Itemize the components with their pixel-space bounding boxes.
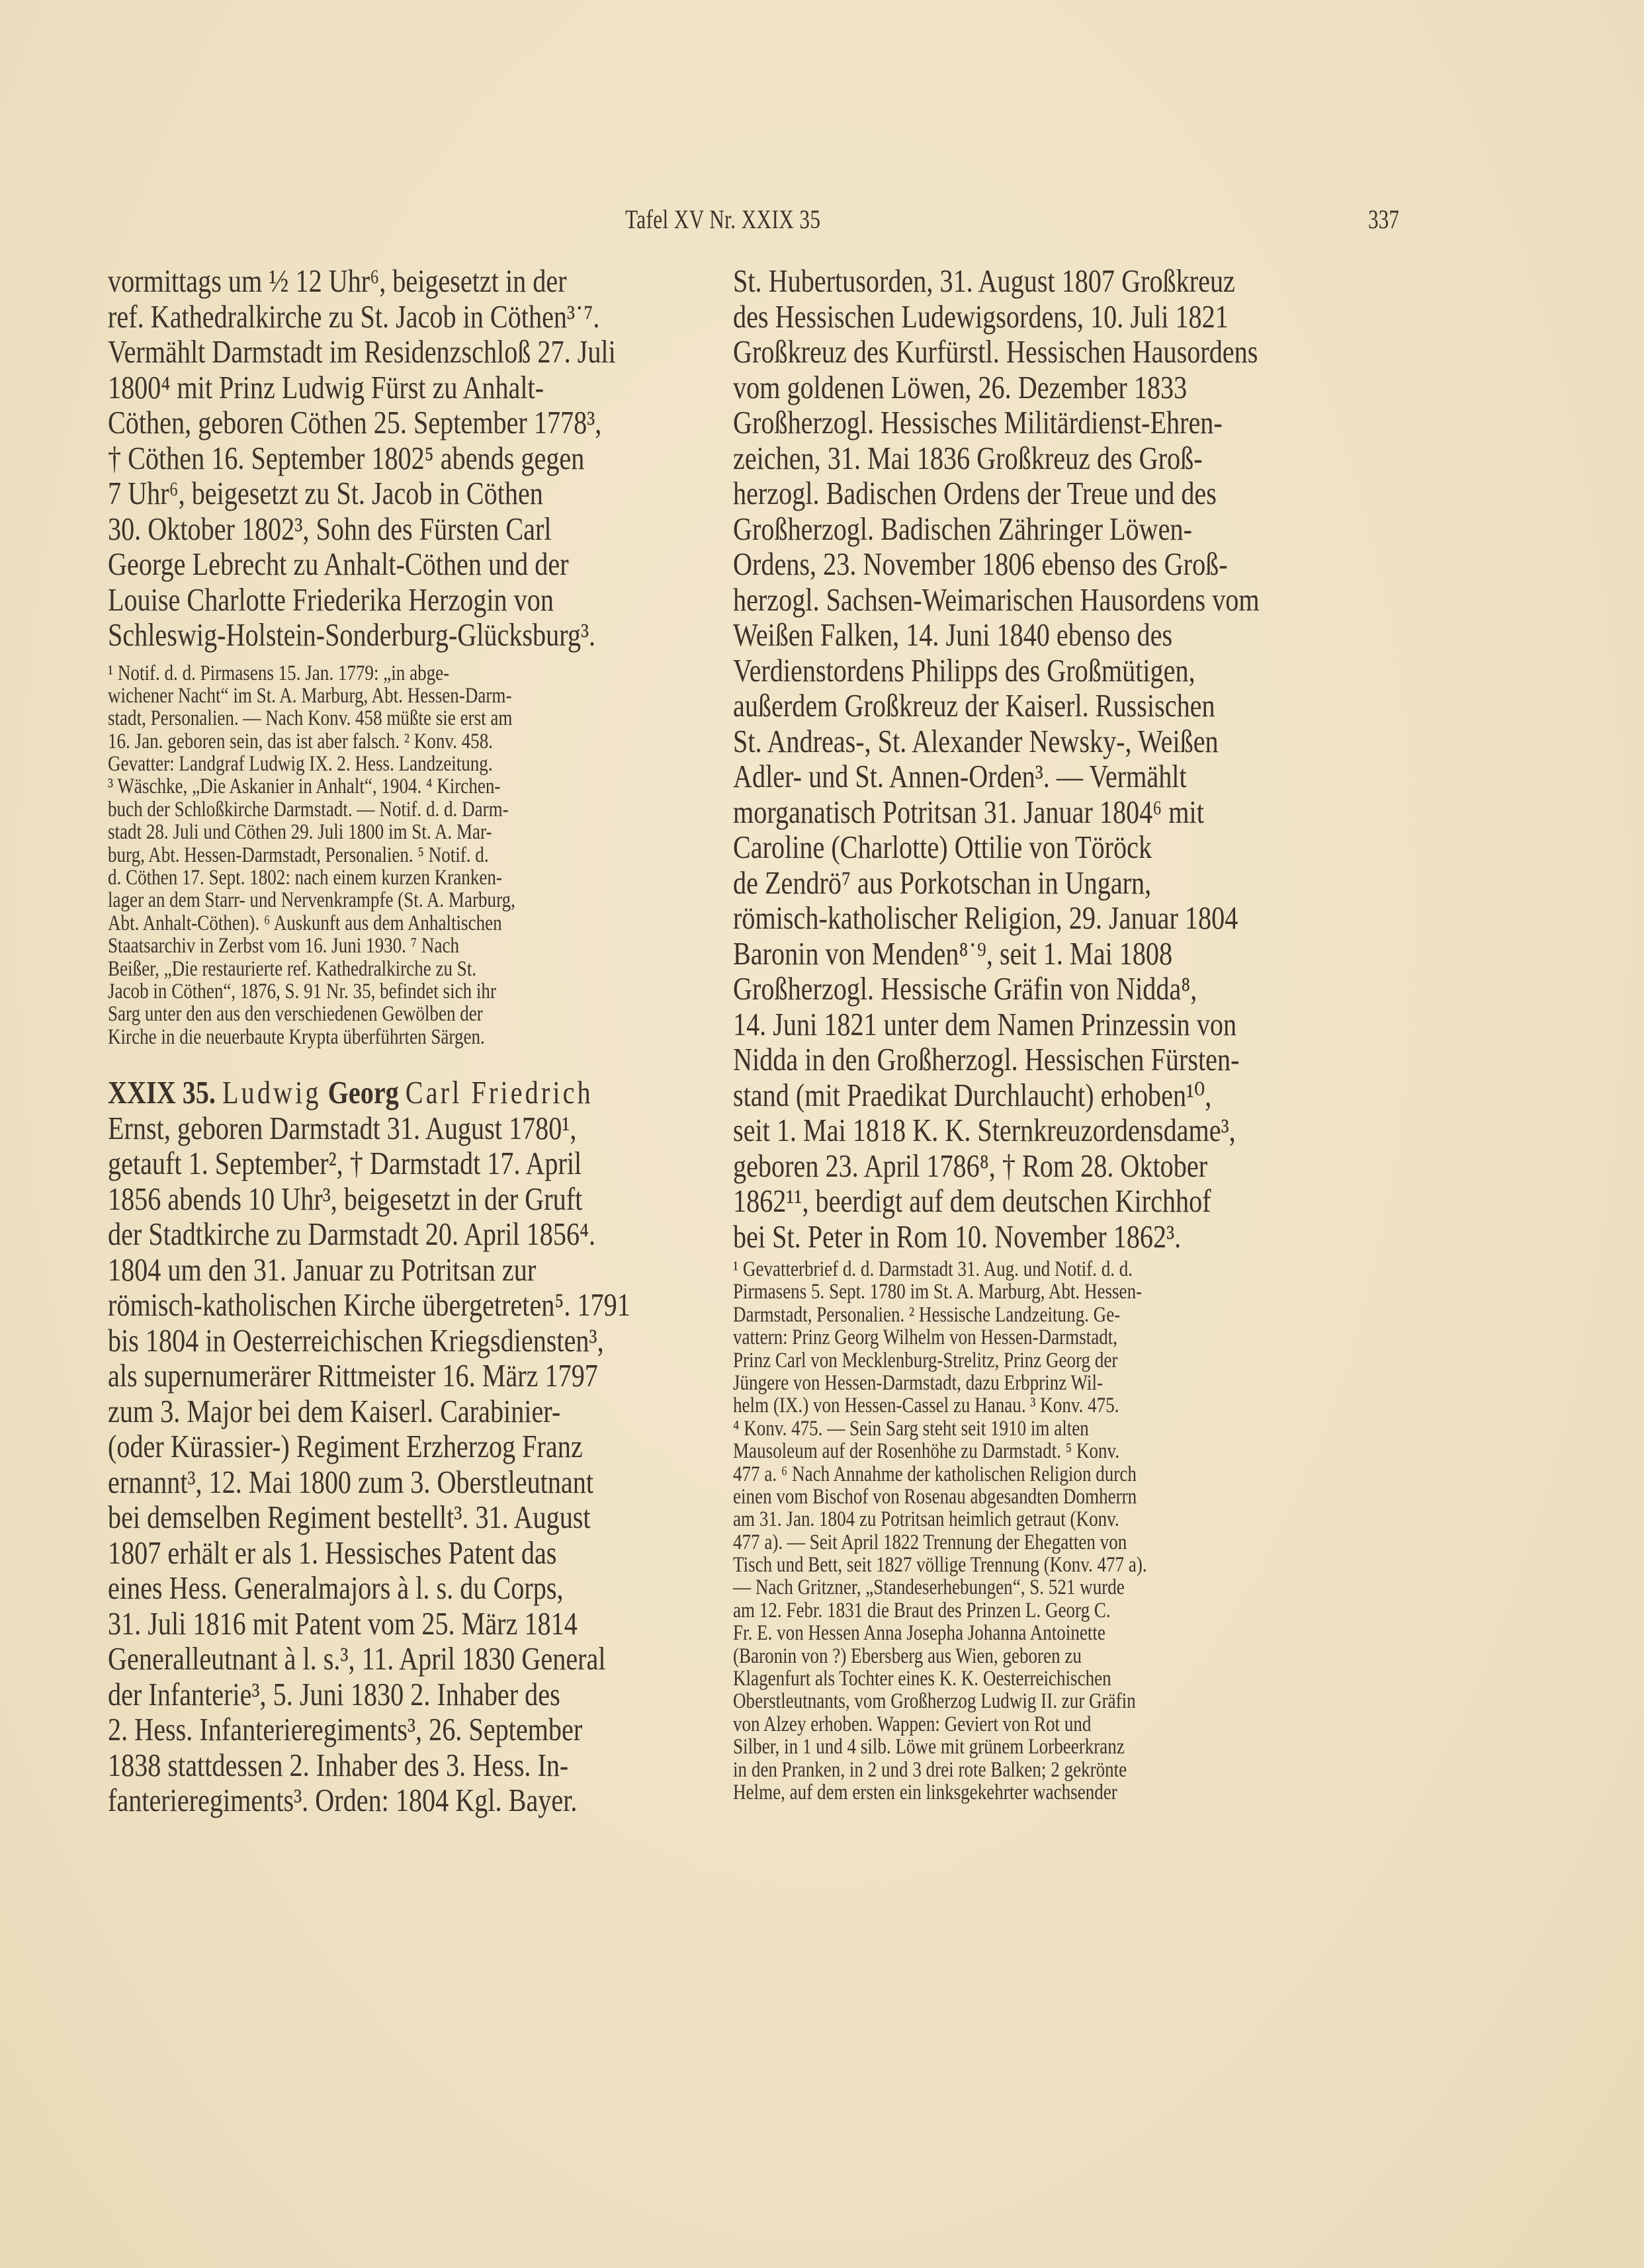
- entry-body-line: 1807 erhält er als 1. Hessisches Patent das: [108, 1534, 557, 1571]
- body-line: 7 Uhr⁶, beigesetzt zu St. Jacob in Cöthen: [108, 475, 543, 511]
- right-column: [733, 263, 1409, 1804]
- entry-body-line: bis 1804 in Oesterreichischen Kriegsdiensten³,: [108, 1322, 604, 1359]
- entry-body-line: der Infanterie³, 5. Juni 1830 2. Inhaber des: [108, 1675, 560, 1712]
- body-line: St. Andreas-, St. Alexander Newsky-, Weißen: [733, 722, 1219, 759]
- footnote-line: von Alzey erhoben. Wappen: Geviert von Rot und: [733, 1712, 1092, 1736]
- body-line: Schleswig-Holstein-Sonderburg-Glücksburg³.: [108, 616, 596, 653]
- entry-body-line: (oder Kürassier-) Regiment Erzherzog Franz: [108, 1428, 583, 1465]
- body-line: Caroline (Charlotte) Ottilie von Töröck: [733, 829, 1152, 865]
- footnote-line: Kirche in die neuerbaute Krypta überführten Särgen.: [108, 1025, 485, 1049]
- body-line: Großherzogl. Hessische Gräfin von Nidda⁸,: [733, 970, 1197, 1007]
- body-line: 1800⁴ mit Prinz Ludwig Fürst zu Anhalt-: [108, 368, 544, 405]
- body-line: Großkreuz des Kurfürstl. Hessischen Hausordens: [733, 333, 1258, 370]
- footnote-line: am 12. Febr. 1831 die Braut des Prinzen L. Georg C.: [733, 1598, 1111, 1622]
- left-column: [108, 263, 738, 1818]
- footnote-line: vattern: Prinz Georg Wilhelm von Hessen-Darmstadt,: [733, 1325, 1118, 1350]
- entry-body-line: 1838 stattdessen 2. Inhaber des 3. Hess. In-: [108, 1746, 569, 1783]
- footnote-line: helm (IX.) von Hessen-Cassel zu Hanau. ³ Konv. 475.: [733, 1394, 1119, 1418]
- entry-body-line: als supernumerärer Rittmeister 16. März 1797: [108, 1357, 598, 1394]
- footnote-line: ¹ Gevatterbrief d. d. Darmstadt 31. Aug. und Notif. d. d.: [733, 1257, 1133, 1281]
- body-line: Großherzogl. Hessisches Militärdienst-Ehren-: [733, 404, 1223, 441]
- footnote-line: Tisch und Bett, seit 1827 völlige Trennung (Konv. 477 a).: [733, 1553, 1147, 1577]
- body-line: Adler- und St. Annen-Orden³. — Vermählt: [733, 758, 1187, 794]
- body-line: Cöthen, geboren Cöthen 25. September 1778³,: [108, 404, 602, 441]
- footnote-line: Gevatter: Landgraf Ludwig IX. 2. Hess. Landzeitung.: [108, 752, 493, 777]
- entry-body-line: 1804 um den 31. Januar zu Potritsan zur: [108, 1251, 537, 1288]
- entry-body-line: bei demselben Regiment bestellt³. 31. August: [108, 1499, 591, 1536]
- footnote-line: ¹ Notif. d. d. Pirmasens 15. Jan. 1779: „in abge-: [108, 661, 450, 685]
- footnote-line: Mausoleum auf der Rosenhöhe zu Darmstadt. ⁵ Konv.: [733, 1439, 1120, 1464]
- entry-body-line: der Stadtkirche zu Darmstadt 20. April 1856⁴.: [108, 1216, 596, 1253]
- running-title: Tafel XV Nr. XXIX 35: [625, 204, 821, 234]
- entry-body-line: Ernst, geboren Darmstadt 31. August 1780¹,: [108, 1109, 577, 1146]
- footnote-line: Helme, auf dem ersten ein linksgekehrter wachsender: [733, 1780, 1117, 1804]
- body-line: 14. Juni 1821 unter dem Namen Prinzessin von: [733, 1005, 1237, 1042]
- footnote-line: 477 a. ⁶ Nach Annahme der katholischen Religion durch: [733, 1462, 1137, 1486]
- entry-body-line: eines Hess. Generalmajors à l. s. du Corps,: [108, 1570, 564, 1607]
- footnote-line: Prinz Carl von Mecklenburg-Strelitz, Prinz Georg der: [733, 1348, 1118, 1372]
- body-line: bei St. Peter in Rom 10. November 1862³.: [733, 1218, 1182, 1255]
- body-line: George Lebrecht zu Anhalt-Cöthen und der: [108, 546, 569, 582]
- footnote-line: 16. Jan. geboren sein, das ist aber falsch. ² Konv. 458.: [108, 729, 494, 753]
- entry-body: [108, 1111, 738, 1818]
- entry-body-line: römisch-katholischen Kirche übergetreten⁵. 1791: [108, 1286, 630, 1323]
- footnote-line: ³ Wäschke, „Die Askanier in Anhalt“, 1904. ⁴ Kirchen-: [108, 775, 501, 799]
- right-body: [733, 263, 1409, 1254]
- running-header: [0, 204, 1644, 243]
- entry-name-first: Ludwig: [222, 1074, 322, 1111]
- entry-body-line: 2. Hess. Infanterieregiments³, 26. September: [108, 1711, 583, 1748]
- footnote-line: einen vom Bischof von Rosenau abgesandten Domherrn: [733, 1484, 1137, 1509]
- footnote-line: Pirmasens 5. Sept. 1780 im St. A. Marburg, Abt. Hessen-: [733, 1280, 1143, 1304]
- body-line: Ordens, 23. November 1806 ebenso des Groß-: [733, 546, 1228, 582]
- body-line: Baronin von Menden⁸˙⁹, seit 1. Mai 1808: [733, 935, 1173, 972]
- body-line: Weißen Falken, 14. Juni 1840 ebenso des: [733, 616, 1173, 653]
- footnote-line: lager an dem Starr- und Nervenkrampfe (St. A. Marburg,: [108, 888, 515, 913]
- entry-body-line: Generalleutnant à l. s.³, 11. April 1830 General: [108, 1640, 606, 1677]
- body-line: Louise Charlotte Friederika Herzogin von: [108, 581, 554, 618]
- entry-name-bold: Georg: [327, 1074, 399, 1111]
- entry-heading-line: [108, 1075, 738, 1111]
- footnote-line: Beißer, „Die restaurierte ref. Kathedralkirche zu St.: [108, 956, 477, 981]
- footnote-line: am 31. Jan. 1804 zu Potritsan heimlich getraut (Konv.: [733, 1507, 1119, 1532]
- footnote-line: Fr. E. von Hessen Anna Josepha Johanna Antoinette: [733, 1621, 1105, 1646]
- footnote-line: Klagenfurt als Tochter eines K. K. Oesterreichischen: [733, 1667, 1111, 1691]
- footnote-line: Jacob in Cöthen“, 1876, S. 91 Nr. 35, befindet sich ihr: [108, 979, 496, 1003]
- body-line: Großherzogl. Badischen Zähringer Löwen-: [733, 510, 1192, 547]
- page-number: 337: [1368, 204, 1399, 234]
- body-line: zeichen, 31. Mai 1836 Großkreuz des Groß-: [733, 439, 1203, 476]
- body-line: St. Hubertusorden, 31. August 1807 Großkreuz: [733, 263, 1235, 299]
- body-line: 1862¹¹, beerdigt auf dem deutschen Kirchhof: [733, 1183, 1211, 1219]
- body-line: Nidda in den Großherzogl. Hessischen Fürsten-: [733, 1041, 1240, 1077]
- left-continuation-footnotes: [108, 662, 738, 1049]
- footnote-line: buch der Schloßkirche Darmstadt. — Notif. d. d. Darm-: [108, 797, 509, 821]
- footnote-line: stadt 28. Juli und Cöthen 29. Juli 1800 im St. A. Mar-: [108, 820, 492, 845]
- footnote-line: Abt. Anhalt-Cöthen). ⁶ Auskunft aus dem Anhaltischen: [108, 911, 502, 935]
- footnote-line: Silber, in 1 und 4 silb. Löwe mit grünem Lorbeerkranz: [733, 1735, 1125, 1759]
- left-continuation-body: [108, 263, 738, 653]
- footnote-line: Staatsarchiv in Zerbst vom 16. Juni 1930. ⁷ Nach: [108, 934, 460, 958]
- body-line: ref. Kathedralkirche zu St. Jacob in Cöthen³˙⁷.: [108, 298, 600, 335]
- entry-body-line: 31. Juli 1816 mit Patent vom 25. März 1814: [108, 1605, 578, 1642]
- body-line: 30. Oktober 1802³, Sohn des Fürsten Carl: [108, 510, 552, 547]
- footnote-line: 477 a). — Seit April 1822 Trennung der Ehegatten von: [733, 1530, 1127, 1554]
- body-line: morganatisch Potritsan 31. Januar 1804⁶ mit: [733, 793, 1204, 830]
- body-line: de Zendrö⁷ aus Porkotschan in Ungarn,: [733, 864, 1152, 901]
- entry-body-line: zum 3. Major bei dem Kaiserl. Carabinier-: [108, 1392, 561, 1429]
- footnote-line: ⁴ Konv. 475. — Sein Sarg steht seit 1910 im alten: [733, 1416, 1089, 1441]
- entry-body-line: ernannt³, 12. Mai 1800 zum 3. Oberstleutnant: [108, 1463, 594, 1500]
- entry-name-rest: Carl Friedrich: [405, 1074, 593, 1111]
- body-line: vom goldenen Löwen, 26. Dezember 1833: [733, 368, 1188, 405]
- body-line: Verdienstordens Philipps des Großmütigen,: [733, 651, 1195, 689]
- footnote-line: — Nach Gritzner, „Standeserhebungen“, S. 521 wurde: [733, 1575, 1125, 1600]
- body-line: herzogl. Badischen Ordens der Treue und des: [733, 475, 1217, 511]
- entry-number: XXIX 35.: [108, 1074, 216, 1111]
- footnote-line: Jüngere von Hessen-Darmstadt, dazu Erbprinz Wil-: [733, 1370, 1103, 1395]
- body-line: stand (mit Praedikat Durchlaucht) erhoben¹⁰,: [733, 1076, 1212, 1113]
- footnote-line: in den Pranken, in 2 und 3 drei rote Balken; 2 gekrönte: [733, 1757, 1127, 1782]
- body-line: geboren 23. April 1786⁸, † Rom 28. Oktober: [733, 1147, 1208, 1184]
- footnote-line: burg, Abt. Hessen-Darmstadt, Personalien. ⁵ Notif. d.: [108, 843, 489, 867]
- entry-xxix-35: [108, 1075, 738, 1818]
- body-line: herzogl. Sachsen-Weimarischen Hausordens vom: [733, 581, 1260, 618]
- body-line: des Hessischen Ludewigsordens, 10. Juli 1821: [733, 298, 1229, 335]
- footnote-line: (Baronin von ?) Ebersberg aus Wien, geboren zu: [733, 1644, 1082, 1668]
- body-line: Vermählt Darmstadt im Residenzschloß 27. Juli: [108, 333, 616, 370]
- body-line: seit 1. Mai 1818 K. K. Sternkreuzordensdame³,: [733, 1112, 1236, 1148]
- right-footnotes: [733, 1258, 1409, 1804]
- footnote-line: stadt, Personalien. — Nach Konv. 458 müßte sie erst am: [108, 706, 513, 731]
- footnote-line: d. Cöthen 17. Sept. 1802: nach einem kurzen Kranken-: [108, 866, 502, 890]
- footnote-line: wichener Nacht“ im St. A. Marburg, Abt. Hessen-Darm-: [108, 683, 512, 708]
- body-line: römisch-katholischer Religion, 29. Januar 1804: [733, 900, 1238, 936]
- entry-body-line: getauft 1. September², † Darmstadt 17. April: [108, 1145, 582, 1182]
- entry-body-line: fanterieregiments³. Orden: 1804 Kgl. Bayer.: [108, 1782, 578, 1819]
- footnote-line: Darmstadt, Personalien. ² Hessische Landzeitung. Ge-: [733, 1302, 1121, 1327]
- footnote-line: Sarg unter den aus den verschiedenen Gewölben der: [108, 1002, 483, 1027]
- body-line: vormittags um ½ 12 Uhr⁶, beigesetzt in der: [108, 263, 567, 299]
- entry-body-line: 1856 abends 10 Uhr³, beigesetzt in der Gruft: [108, 1180, 583, 1217]
- body-line: † Cöthen 16. September 1802⁵ abends gegen: [108, 439, 585, 476]
- footnote-line: Oberstleutnants, vom Großherzog Ludwig II. zur Gräfin: [733, 1689, 1136, 1714]
- body-line: außerdem Großkreuz der Kaiserl. Russischen: [733, 687, 1215, 724]
- spacer: [108, 653, 738, 662]
- spacer: [108, 1048, 738, 1075]
